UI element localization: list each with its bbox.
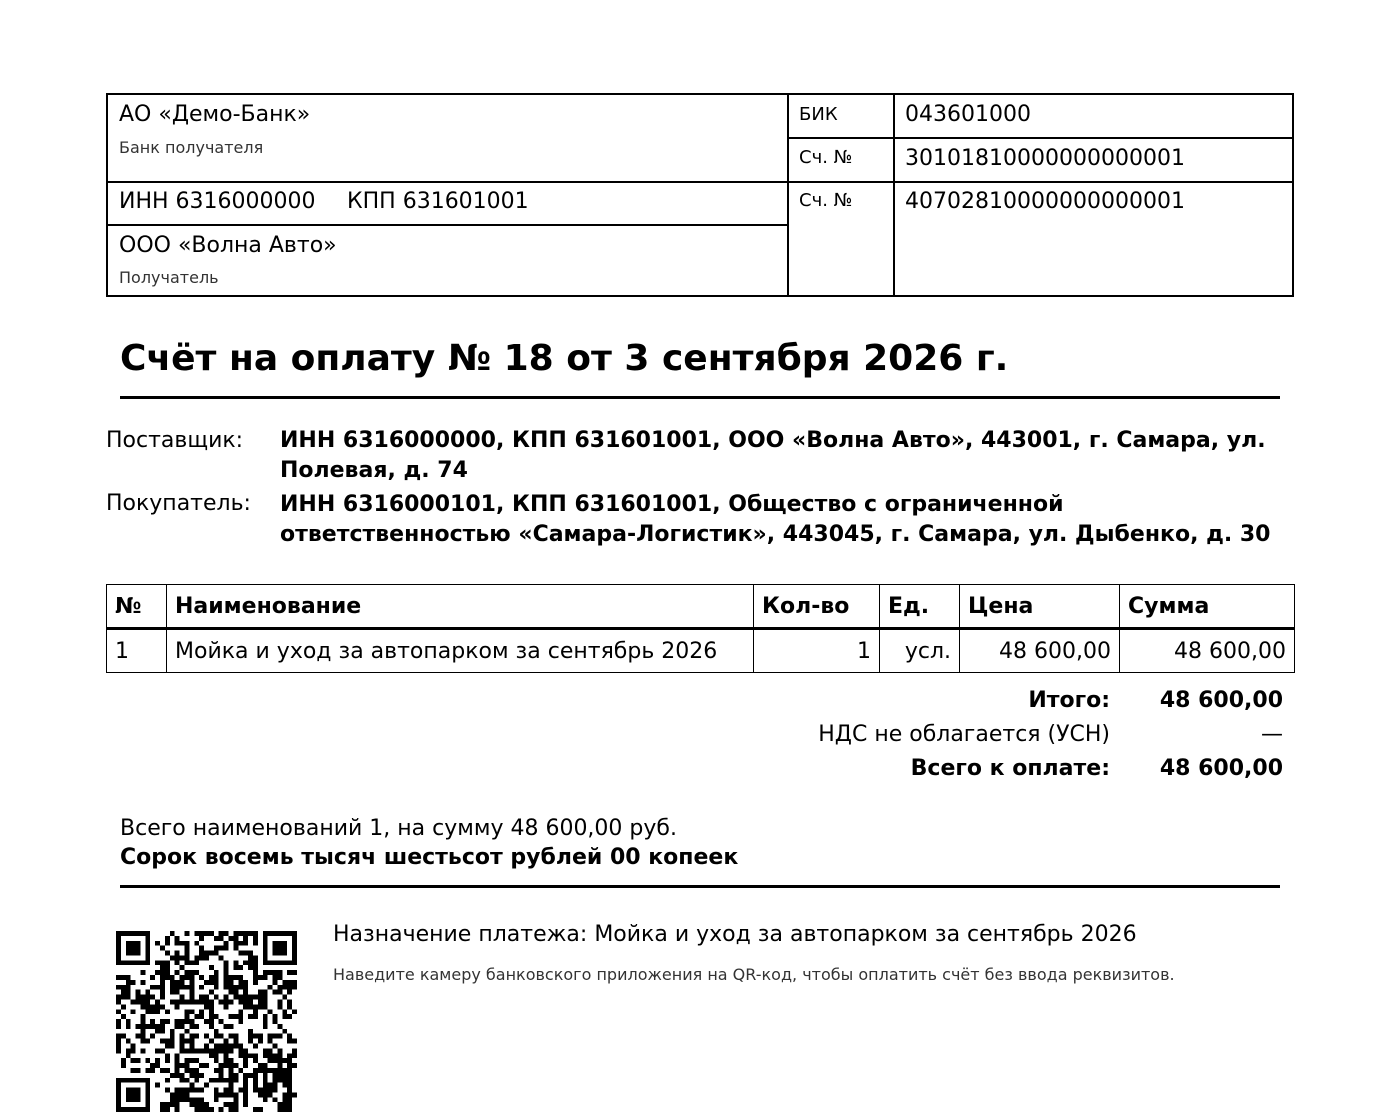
cell-quantity: 1 (754, 629, 880, 673)
invoice-title: Счёт на оплату № 18 от 3 сентября 2026 г. (120, 338, 1009, 379)
cell-number: 1 (107, 629, 167, 673)
title-divider (120, 396, 1280, 399)
buyer-value: ИНН 6316000101, КПП 631601001, Общество с ограниченной ответственностью «Самара-Логистик», 443045, г. Самара, ул. Дыбенко, д. 30 (280, 492, 1271, 547)
vat-label: НДС не облагается (УСН) (818, 722, 1110, 747)
kpp-text: КПП 631601001 (347, 189, 529, 214)
bank-caption: Банк получателя (119, 138, 264, 157)
cell-name: Мойка и уход за автопарком за сентябрь 2026 (167, 629, 754, 673)
header-sum: Сумма (1120, 585, 1295, 629)
header-number: № (107, 585, 167, 629)
cell-unit: усл. (880, 629, 960, 673)
bank-name: АО «Демо-Банк» (119, 102, 311, 127)
bik-label: БИК (799, 104, 838, 125)
cell-sum: 48 600,00 (1120, 629, 1295, 673)
buyer-label: Покупатель: (106, 491, 251, 516)
payment-purpose: Назначение платежа: Мойка и уход за автопарком за сентябрь 2026 (333, 922, 1137, 947)
account-label: Сч. № (799, 190, 853, 211)
supplier-label: Поставщик: (106, 428, 244, 453)
account-value: 40702810000000000001 (905, 189, 1185, 214)
corr-account-value: 30101810000000000001 (905, 146, 1185, 171)
recipient-name: ООО «Волна Авто» (119, 233, 337, 258)
inn-text: ИНН 6316000000 (119, 189, 316, 214)
payment-hint: Наведите камеру банковского приложения на QR-код, чтобы оплатить счёт без ввода реквизитов. (333, 965, 1175, 984)
payment-qr-code (116, 931, 297, 1112)
corr-account-label: Сч. № (799, 147, 853, 168)
summary-divider (120, 885, 1280, 888)
vat-value: — (1261, 722, 1283, 747)
recipient-caption: Получатель (119, 268, 219, 287)
summary-words-line: Сорок восемь тысяч шестьсот рублей 00 копеек (120, 845, 739, 870)
header-quantity: Кол-во (754, 585, 880, 629)
bik-value: 043601000 (905, 102, 1031, 127)
total-value: 48 600,00 (1159, 756, 1283, 781)
bank-details-block (106, 93, 1294, 297)
subtotal-value: 48 600,00 (1159, 688, 1283, 713)
cell-price: 48 600,00 (960, 629, 1120, 673)
header-name: Наименование (167, 585, 754, 629)
table-header-row (107, 585, 1295, 629)
summary-count-line: Всего наименований 1, на сумму 48 600,00 руб. (120, 816, 677, 841)
subtotal-label: Итого: (1028, 688, 1110, 713)
table-row (107, 629, 1295, 673)
total-label: Всего к оплате: (910, 756, 1110, 781)
supplier-value: ИНН 6316000000, КПП 631601001, ООО «Волна Авто», 443001, г. Самара, ул. Полевая, д. 74 (280, 428, 1266, 483)
header-unit: Ед. (880, 585, 960, 629)
items-table (106, 584, 1295, 673)
header-price: Цена (960, 585, 1120, 629)
